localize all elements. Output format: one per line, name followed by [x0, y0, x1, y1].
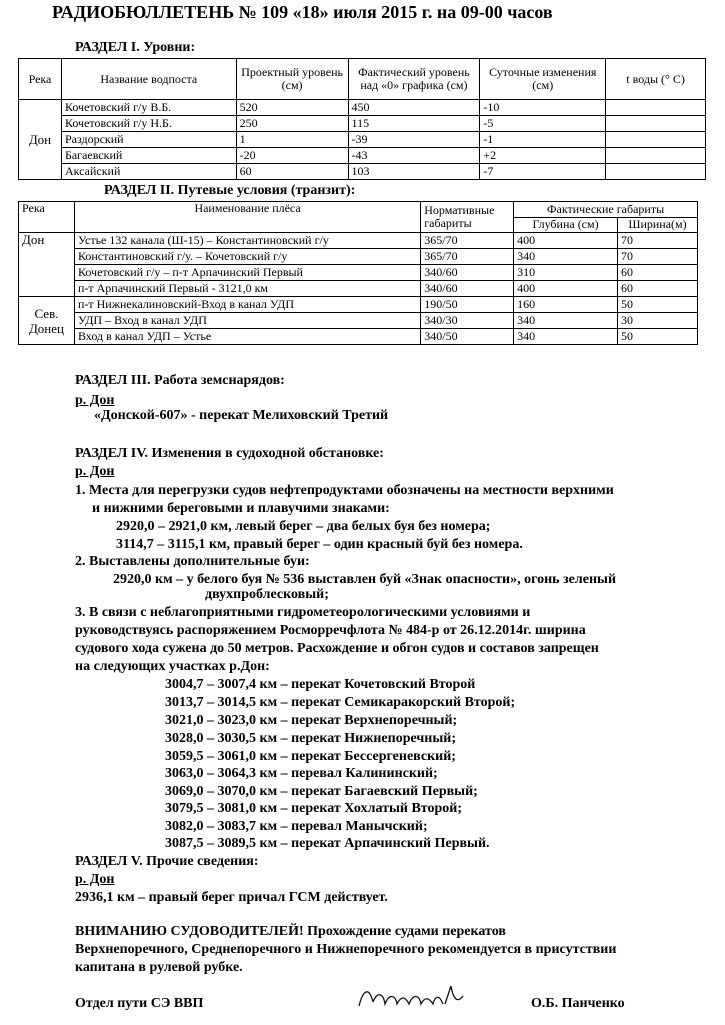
- river-cell: Сев. Донец: [19, 297, 75, 345]
- actual-depth: 310: [514, 265, 618, 281]
- actual-depth: 400: [514, 233, 618, 249]
- restricted-site: 3069,0 – 3070,0 км – перекат Багаевский Первый;: [165, 784, 478, 799]
- reach-name: Константиновский г/у. – Кочетовский г/у: [74, 249, 420, 265]
- reach-name: Вход в канал УДП – Устье: [74, 329, 420, 345]
- actual-depth: 400: [514, 281, 618, 297]
- section2-heading: РАЗДЕЛ II. Путевые условия (транзит):: [104, 183, 356, 198]
- restricted-site: 3059,5 – 3061,0 км – перекат Бессергеневский;: [165, 749, 456, 764]
- reach-name: УДП – Вход в канал УДП: [74, 313, 420, 329]
- table-row: [19, 265, 698, 281]
- section3-heading: РАЗДЕЛ III. Работа земснарядов:: [75, 373, 285, 388]
- actual-depth: 160: [514, 297, 618, 313]
- actual-level: 450: [348, 100, 480, 116]
- section4-item3-line2: руководствуясь распоряжением Росморречфлота № 484-р от 26.12.2014г. ширина: [75, 623, 586, 638]
- col-actual-level: Фактический уровень над «0» графика (см): [348, 59, 480, 100]
- restricted-site: 3063,0 – 3064,3 км – перевал Калининский;: [165, 766, 438, 781]
- design-level: 1: [236, 132, 348, 148]
- section3-river: р. Дон: [75, 393, 115, 408]
- transit-table: [18, 201, 698, 345]
- handwritten-signature: [355, 982, 475, 1012]
- reach-name: Кочетовский г/у – п-т Арпачинский Первый: [74, 265, 420, 281]
- actual-width: 30: [618, 313, 698, 329]
- normative-dimensions: 340/30: [421, 313, 514, 329]
- section4-item2-line2: 2920,0 км – у белого буя № 536 выставлен буй «Знак опасности», огонь зеленый: [113, 572, 617, 587]
- section4-item3-line1: 3. В связи с неблагоприятными гидрометеорологическими условиями и: [75, 605, 531, 620]
- actual-width: 50: [618, 329, 698, 345]
- normative-dimensions: 340/60: [421, 281, 514, 297]
- levels-table: [18, 58, 706, 180]
- design-level: 520: [236, 100, 348, 116]
- table-row: [19, 313, 698, 329]
- actual-level: -39: [348, 132, 480, 148]
- section4-item3-line3: судового хода сужена до 50 метров. Расхождение и обгон судов и составов запрещен: [75, 641, 599, 656]
- table-row: [19, 116, 706, 132]
- col-normative-dimensions: Нормативные габариты: [421, 202, 514, 233]
- normative-dimensions: 365/70: [421, 233, 514, 249]
- col-depth: Глубина (см): [514, 217, 618, 233]
- daily-change: -1: [480, 132, 606, 148]
- col-width: Ширина(м): [618, 217, 698, 233]
- restricted-site: 3028,0 – 3030,5 км – перекат Нижнепоречный;: [165, 731, 456, 746]
- actual-width: 50: [618, 297, 698, 313]
- col-design-level: Проектный уровень (см): [236, 59, 348, 100]
- water-temp: [606, 164, 706, 180]
- attention-line3: капитана в рулевой рубке.: [75, 960, 243, 975]
- section4-item2-line3: двухпроблесковый;: [205, 587, 329, 602]
- gauge-name: Аксайский: [61, 164, 236, 180]
- signatory-name: О.Б. Панченко: [531, 996, 625, 1011]
- actual-depth: 340: [514, 313, 618, 329]
- design-level: -20: [236, 148, 348, 164]
- col-gauge-name: Название водпоста: [61, 59, 236, 100]
- table-row: [19, 281, 698, 297]
- table-row: [19, 164, 706, 180]
- daily-change: -7: [480, 164, 606, 180]
- actual-width: 70: [618, 233, 698, 249]
- design-level: 60: [236, 164, 348, 180]
- restricted-site: 3013,7 – 3014,5 км – перекат Семикаракорский Второй;: [165, 695, 516, 710]
- col-reach-name: Наименование плёса: [74, 202, 420, 233]
- river-cell: Дон: [19, 100, 62, 180]
- gauge-name: Раздорский: [61, 132, 236, 148]
- table-row: [19, 100, 706, 116]
- section5-line: 2936,1 км – правый берег причал ГСМ действует.: [75, 890, 388, 905]
- attention-line2: Верхнепоречного, Среднепоречного и Нижнепоречного рекомендуется в присутствии: [75, 942, 617, 957]
- table-row: [19, 148, 706, 164]
- restricted-site: 3004,7 – 3007,4 км – перекат Кочетовский Второй: [165, 677, 476, 692]
- normative-dimensions: 340/60: [421, 265, 514, 281]
- gauge-name: Кочетовский г/у Н.Б.: [61, 116, 236, 132]
- actual-level: 103: [348, 164, 480, 180]
- table-row: [19, 132, 706, 148]
- section4-heading: РАЗДЕЛ IV. Изменения в судоходной обстановке:: [75, 446, 384, 461]
- daily-change: -10: [480, 100, 606, 116]
- transit-header-row: [19, 202, 698, 218]
- water-temp: [606, 148, 706, 164]
- restricted-site: 3021,0 – 3023,0 км – перекат Верхнепоречный;: [165, 713, 458, 728]
- restricted-site: 3082,0 – 3083,7 км – перевал Манычский;: [165, 819, 428, 834]
- levels-header-row: [19, 59, 706, 100]
- actual-width: 60: [618, 265, 698, 281]
- river-cell: Дон: [19, 233, 75, 297]
- actual-level: -43: [348, 148, 480, 164]
- section4-item1-line1: 1. Места для перегрузки судов нефтепродуктами обозначены на местности верхними: [75, 483, 614, 498]
- bulletin-title: РАДИОБЮЛЛЕТЕНЬ № 109 «18» июля 2015 г. на 09-00 часов: [52, 2, 553, 22]
- normative-dimensions: 365/70: [421, 249, 514, 265]
- water-temp: [606, 116, 706, 132]
- col-daily-change: Суточные изменения (см): [480, 59, 606, 100]
- actual-width: 70: [618, 249, 698, 265]
- col-river: Река: [19, 59, 62, 100]
- section4-item1-line4: 3114,7 – 3115,1 км, правый берег – один красный буй без номера.: [116, 537, 523, 552]
- water-temp: [606, 132, 706, 148]
- section4-item2-line1: 2. Выставлены дополнительные буи:: [75, 554, 310, 569]
- actual-depth: 340: [514, 329, 618, 345]
- design-level: 250: [236, 116, 348, 132]
- col-river: Река: [19, 202, 75, 233]
- department: Отдел пути СЭ ВВП: [75, 996, 204, 1011]
- section4-river: р. Дон: [75, 464, 115, 479]
- reach-name: Устье 132 канала (Ш-15) – Константиновский г/у: [74, 233, 420, 249]
- dredger-line: «Донской-607» - перекат Мелиховский Третий: [94, 408, 389, 423]
- water-temp: [606, 100, 706, 116]
- actual-level: 115: [348, 116, 480, 132]
- section1-heading: РАЗДЕЛ I. Уровни:: [75, 40, 196, 55]
- table-row: [19, 329, 698, 345]
- col-actual-dimensions: Фактические габариты: [514, 202, 698, 218]
- gauge-name: Багаевский: [61, 148, 236, 164]
- actual-depth: 340: [514, 249, 618, 265]
- daily-change: +2: [480, 148, 606, 164]
- gauge-name: Кочетовский г/у В.Б.: [61, 100, 236, 116]
- restricted-site: 3087,5 – 3089,5 км – перекат Арпачинский Первый.: [165, 836, 490, 851]
- section5-river: р. Дон: [75, 872, 115, 887]
- daily-change: -5: [480, 116, 606, 132]
- restricted-site: 3079,5 – 3081,0 км – перекат Хохлатый Второй;: [165, 801, 462, 816]
- actual-width: 60: [618, 281, 698, 297]
- section4-item1-line3: 2920,0 – 2921,0 км, левый берег – два белых буя без номера;: [116, 519, 491, 534]
- attention-line1: ВНИМАНИЮ СУДОВОДИТЕЛЕЙ! Прохождение судами перекатов: [75, 924, 506, 939]
- col-water-temp: t воды (° C): [606, 59, 706, 100]
- table-row: [19, 233, 698, 249]
- reach-name: п-т Арпачинский Первый - 3121,0 км: [74, 281, 420, 297]
- normative-dimensions: 190/50: [421, 297, 514, 313]
- normative-dimensions: 340/50: [421, 329, 514, 345]
- section4-item3-line4: на следующих участках р.Дон:: [75, 659, 270, 674]
- table-row: [19, 249, 698, 265]
- section4-item1-line2: и нижними береговыми и плавучими знаками:: [92, 501, 390, 516]
- table-row: [19, 297, 698, 313]
- section5-heading: РАЗДЕЛ V. Прочие сведения:: [75, 854, 259, 869]
- reach-name: п-т Нижнекалиновский-Вход в канал УДП: [74, 297, 420, 313]
